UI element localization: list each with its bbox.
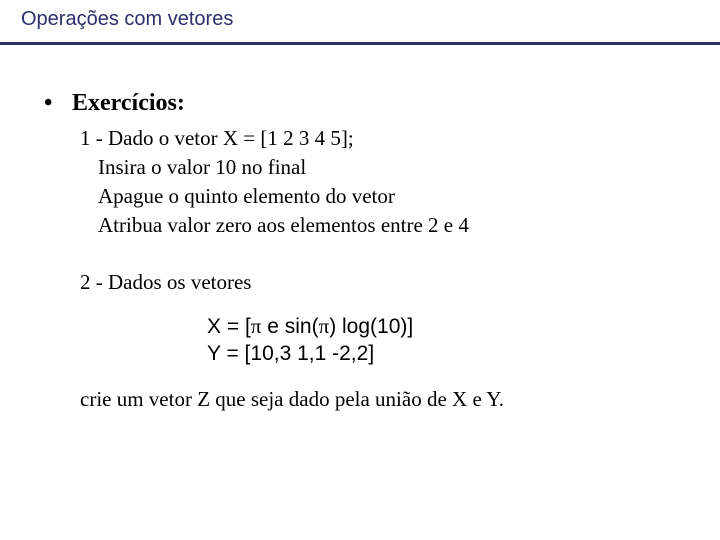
exercise1-line4: Atribua valor zero aos elementos entre 2 e 4 [98, 213, 469, 237]
bullet-icon: • [44, 90, 53, 116]
exercise2-line1: 2 - Dados os vetores [80, 270, 252, 294]
heading-text: Exercícios: [72, 90, 185, 116]
slide-title: Operações com vetores [21, 8, 234, 30]
pi-symbol: π [318, 314, 330, 338]
vector-x-definition: X = [π e sin(π) log(10)] [207, 314, 414, 338]
title-divider [0, 42, 720, 45]
exercises-heading [44, 90, 185, 117]
vector-y-definition: Y = [10,3 1,1 -2,2] [207, 342, 375, 365]
exercise1-line2: Insira o valor 10 no final [98, 155, 307, 179]
pi-symbol: π [250, 314, 262, 338]
exercise1-line3: Apague o quinto elemento do vetor [98, 184, 395, 208]
exercise2-final: crie um vetor Z que seja dado pela união de X e Y. [80, 387, 504, 411]
exercise1-line1: 1 - Dado o vetor X = [1 2 3 4 5]; [80, 126, 354, 150]
